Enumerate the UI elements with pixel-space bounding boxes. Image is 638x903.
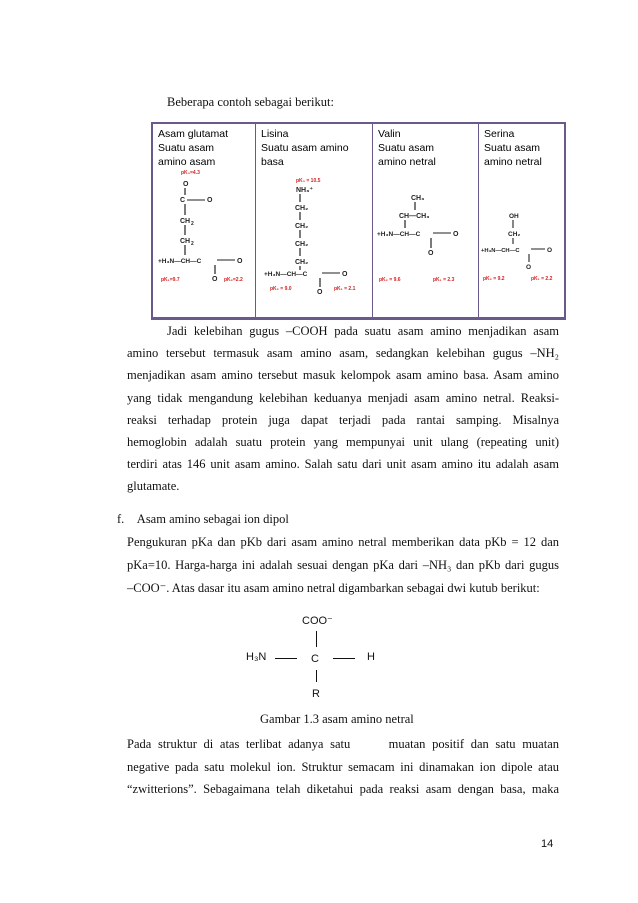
svg-text:2: 2 — [191, 241, 194, 247]
figure-caption: Gambar 1.3 asam amino netral — [260, 712, 414, 726]
svg-text:+H₃N—CH—C: +H₃N—CH—C — [377, 231, 421, 238]
cell-subtitle: amino netral — [484, 156, 542, 168]
paragraph-line: reaksi terhadap protein juga dapat terjadi pada rantai samping. Misalnya — [127, 412, 559, 427]
cell-subtitle: Suatu asam — [158, 142, 215, 154]
svg-text:CH₃: CH₃ — [411, 195, 425, 202]
bond-line — [316, 670, 317, 682]
pk-label: pK₁=9.7 — [161, 277, 180, 283]
diagram-right-label: H — [367, 651, 375, 663]
table-cell-lisina — [256, 124, 373, 317]
svg-text:O: O — [428, 250, 434, 257]
diagram-center-label: C — [311, 653, 319, 665]
pk-label: pK₁ = 2.1 — [334, 286, 356, 292]
paragraph-line: glutamate. — [127, 479, 180, 494]
bond-line — [316, 631, 317, 647]
pk-label: pK₂ = 9.6 — [379, 277, 401, 283]
svg-text:CH₂: CH₂ — [295, 259, 309, 266]
svg-text:CH: CH — [180, 238, 191, 245]
svg-text:CH₂: CH₂ — [508, 231, 521, 238]
svg-text:CH—CH₃: CH—CH₃ — [399, 213, 430, 220]
svg-text:O: O — [237, 258, 243, 265]
svg-text:O: O — [342, 271, 348, 278]
svg-text:+H₃N—CH—C: +H₃N—CH—C — [264, 271, 308, 278]
section-f-body — [127, 531, 559, 600]
paragraph-line: terdiri atas 146 unit asam amino. Salah satu dari unit asam amino itu adalah asam — [127, 457, 559, 472]
serine-structure-image — [479, 124, 564, 317]
section-heading: f. Asam amino sebagai ion dipol — [117, 512, 289, 526]
diagram-top-label: COO⁻ — [302, 615, 333, 627]
pk-label: pK₂=2.2 — [224, 277, 243, 283]
svg-text:O: O — [453, 231, 459, 238]
bond-line — [275, 658, 297, 659]
svg-text:+H₃N—CH—C: +H₃N—CH—C — [481, 248, 520, 254]
table-cell-glutamat — [153, 124, 256, 317]
valine-structure-image — [373, 124, 479, 317]
bond-line — [333, 658, 355, 659]
diagram-bottom-label: R — [312, 688, 320, 700]
cell-subtitle: amino netral — [378, 156, 436, 168]
svg-text:O: O — [526, 264, 532, 271]
paragraph-line: negative pada satu molekul ion. Struktur semacam ini dinamakan ion dipole atau — [127, 759, 559, 774]
svg-text:CH₂: CH₂ — [295, 205, 309, 212]
svg-text:CH₂: CH₂ — [295, 241, 309, 248]
paragraph-line: Pengukuran pKa dan pKb dari asam amino netral memberikan data pKb = 12 dan — [127, 535, 559, 549]
paragraph-1 — [127, 320, 559, 498]
svg-text:+H₃N—CH—C: +H₃N—CH—C — [158, 258, 202, 265]
svg-text:2: 2 — [191, 221, 194, 227]
cell-subtitle: basa — [261, 156, 284, 168]
svg-text:O: O — [183, 181, 189, 188]
paragraph-line: amino tersebut termasuk asam amino asam, sedangkan kelebihan gugus –NH₂ — [127, 346, 559, 361]
cell-subtitle: Suatu asam amino — [261, 142, 349, 154]
table-cell-valin — [373, 124, 479, 317]
paragraph-line: –COO⁻. Atas dasar itu asam amino netral digambarkan sebagai dwi kutub berikut: — [127, 581, 540, 595]
paragraph-line: yang tidak mengandung kelebihan keduanya menjadi asam amino netral. Reaksi- — [127, 390, 559, 405]
svg-text:O: O — [547, 247, 553, 254]
lysine-structure-image — [256, 124, 373, 317]
svg-text:O: O — [207, 197, 213, 204]
cell-title: Lisina — [261, 128, 289, 140]
glutamate-structure-image — [153, 124, 256, 317]
cell-title: Asam glutamat — [158, 128, 229, 140]
table-cell-serina — [479, 124, 564, 317]
cell-title: Serina — [484, 128, 515, 140]
cell-subtitle: Suatu asam — [484, 142, 541, 154]
paragraph-line: hemoglobin adalah suatu protein yang mempunyai unit ulang (repeating unit) — [127, 435, 559, 450]
pk-label: pK₂ = 9.0 — [270, 286, 292, 292]
cell-title: Valin — [378, 128, 401, 140]
svg-text:O: O — [317, 289, 323, 296]
cell-subtitle: Suatu asam — [378, 142, 435, 154]
paragraph-line: menjadikan asam amino tersebut masuk kelompok asam amino basa. Asam amino — [127, 368, 559, 383]
pk-label: pK₃=4.3 — [181, 170, 200, 176]
pk-label: pK₃ = 10.5 — [296, 178, 321, 184]
page-number: 14 — [541, 838, 554, 850]
svg-text:O: O — [212, 276, 218, 283]
pk-label: pK₂ = 9.2 — [483, 276, 505, 282]
intro-text: Beberapa contoh sebagai berikut: — [167, 95, 334, 109]
paragraph-line: Jadi kelebihan gugus –COOH pada suatu asam amino menjadikan asam — [167, 324, 559, 338]
cell-subtitle: amino asam — [158, 156, 216, 168]
paragraph-line: “zwitterions”. Sebagaimana telah diketahui pada reaksi asam dengan basa, maka — [127, 782, 559, 796]
paragraph-2 — [127, 733, 559, 801]
pk-label: pK₁ = 2.3 — [433, 277, 455, 283]
svg-text:NH₃⁺: NH₃⁺ — [296, 187, 314, 194]
amino-acid-table — [151, 122, 566, 320]
pk-label: pK₁ = 2.2 — [531, 276, 553, 282]
svg-text:C: C — [180, 197, 186, 204]
svg-text:CH₂: CH₂ — [295, 223, 309, 230]
svg-text:CH: CH — [180, 218, 191, 225]
diagram-left-label: H₃N — [246, 651, 267, 663]
paragraph-line: Pada struktur di atas terlibat adanya satu muatan positif dan satu muatan — [127, 737, 559, 751]
paragraph-line: pKa=10. Harga-harga ini adalah sesuai dengan pKa dari –NH₃ dan pKb dari gugus — [127, 558, 559, 572]
svg-text:OH: OH — [509, 213, 519, 220]
